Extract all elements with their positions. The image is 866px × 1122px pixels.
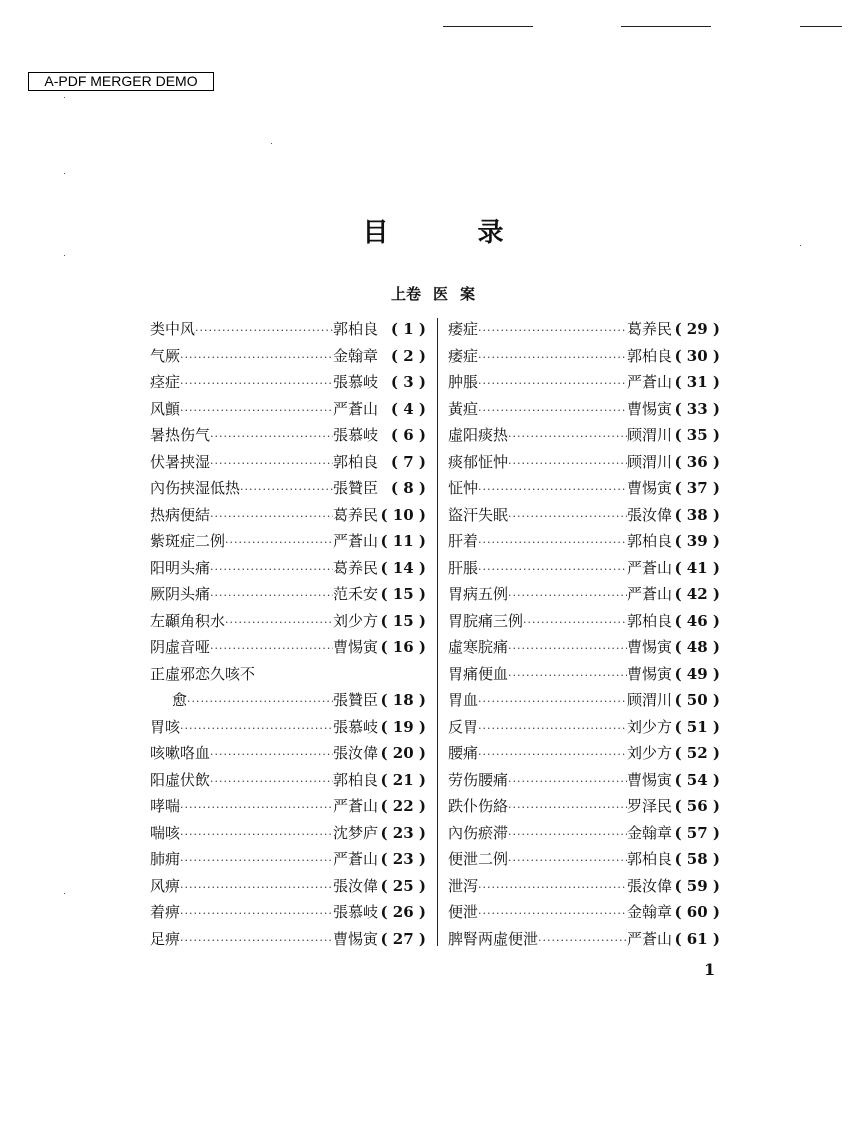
entry-author: 严蒼山	[626, 373, 672, 391]
entry-page: ( 56 )	[674, 797, 720, 815]
entry-title: 热病便結	[150, 505, 211, 524]
toc-entry[interactable]	[448, 740, 720, 767]
dot-leader	[180, 848, 333, 875]
toc-entry[interactable]	[150, 714, 426, 741]
toc-entry[interactable]	[150, 316, 426, 343]
entry-title: 足痹	[150, 929, 181, 948]
toc-entry[interactable]	[448, 687, 720, 714]
dot-leader	[508, 636, 627, 663]
entry-author: 沈梦庐	[332, 823, 378, 842]
dot-leader	[508, 848, 627, 875]
entry-page: ( 1 )	[390, 320, 426, 338]
scan-speck	[64, 97, 65, 98]
entry-title: 喘咳	[150, 823, 181, 842]
toc-entry[interactable]	[448, 634, 720, 661]
entry-author: 張慕岐	[332, 373, 378, 391]
entry-title: 愈	[172, 691, 188, 709]
toc-entry[interactable]	[448, 475, 720, 502]
entry-title: 咳嗽咯血	[150, 744, 211, 762]
entry-title: 厥阴头痛	[150, 585, 211, 603]
entry-title: 胃病五例	[448, 585, 509, 603]
toc-entry[interactable]	[448, 873, 720, 900]
entry-author: 郭柏良	[332, 320, 378, 338]
entry-author: 严蒼山	[332, 399, 378, 418]
dot-leader	[478, 875, 627, 902]
dot-leader	[210, 583, 333, 610]
toc-entry[interactable]	[448, 316, 720, 343]
toc-entry[interactable]	[448, 714, 720, 741]
entry-author: 郭柏良	[626, 532, 672, 550]
toc-entry[interactable]	[448, 899, 720, 926]
toc-entry[interactable]	[448, 846, 720, 873]
entry-author: 曹惕寅	[332, 638, 378, 656]
dot-leader	[508, 424, 627, 451]
entry-author: 罗泽民	[626, 797, 672, 815]
entry-title: 肿脹	[448, 373, 479, 391]
entry-author: 刘少方	[626, 744, 672, 762]
entry-title: 劳伤腰痛	[448, 770, 509, 789]
entry-page: ( 18 )	[380, 691, 426, 709]
dot-leader	[478, 689, 627, 716]
entry-title: 暑热伤气	[150, 426, 211, 444]
entry-page: ( 25 )	[380, 876, 426, 895]
entry-author: 曹惕寅	[626, 479, 672, 497]
entry-author: 顾渭川	[626, 426, 672, 444]
toc-entry[interactable]	[448, 767, 720, 794]
entry-page: ( 29 )	[674, 320, 720, 338]
entry-page: ( 3 )	[390, 373, 426, 391]
entry-author: 張贊臣	[332, 691, 378, 709]
dot-leader	[195, 318, 333, 345]
entry-author: 葛养民	[332, 558, 378, 577]
dot-leader	[210, 557, 333, 584]
entry-page: ( 8 )	[390, 479, 426, 497]
dot-leader	[225, 610, 333, 637]
watermark-label: A-PDF MERGER DEMO	[28, 72, 214, 91]
entry-page: ( 37 )	[674, 479, 720, 497]
entry-title: 脾腎两虛便泄	[448, 929, 539, 948]
toc-entry[interactable]	[448, 555, 720, 582]
entry-author: 郭柏良	[626, 611, 672, 630]
entry-page: ( 61 )	[674, 929, 720, 948]
dot-leader	[478, 398, 627, 425]
toc-entry[interactable]	[150, 926, 426, 953]
dot-leader	[478, 530, 627, 557]
page-title: 目 录	[362, 218, 544, 248]
entry-page: ( 26 )	[380, 903, 426, 921]
entry-title: 风痹	[150, 876, 181, 895]
dot-leader	[508, 504, 627, 531]
entry-title: 肺痈	[150, 850, 181, 868]
toc-entry[interactable]	[150, 634, 426, 661]
entry-title: 气厥	[150, 346, 181, 365]
entry-title: 阳虛伏飲	[150, 770, 211, 789]
entry-author: 葛养民	[626, 320, 672, 338]
entry-title: 阴虛音哑	[150, 638, 211, 656]
entry-author: 严蒼山	[332, 850, 378, 868]
dot-leader	[478, 901, 627, 928]
entry-title: 內伤瘀滞	[448, 823, 509, 842]
entry-title: 着痹	[150, 903, 181, 921]
entry-author: 曹惕寅	[626, 399, 672, 418]
entry-title: 正虛邪恋久咳不	[150, 664, 256, 683]
entry-page: ( 52 )	[674, 744, 720, 762]
entry-title: 便泄二例	[448, 850, 509, 868]
entry-page: ( 48 )	[674, 638, 720, 656]
entry-author: 严蒼山	[626, 585, 672, 603]
toc-entry[interactable]	[150, 820, 426, 847]
dot-leader	[180, 345, 333, 372]
entry-page: ( 7 )	[390, 452, 426, 471]
entry-page: ( 11 )	[380, 532, 426, 550]
scan-speck	[64, 893, 65, 894]
subtitle-volume: 上卷	[390, 285, 421, 303]
entry-page: ( 27 )	[380, 929, 426, 948]
entry-title: 虛寒脘痛	[448, 638, 509, 656]
entry-page: ( 23 )	[380, 823, 426, 842]
entry-page: ( 38 )	[674, 505, 720, 524]
entry-title: 便泄	[448, 903, 479, 921]
entry-page: ( 35 )	[674, 426, 720, 444]
dot-leader	[180, 398, 333, 425]
entry-page: ( 51 )	[674, 717, 720, 736]
toc-entry[interactable]	[150, 369, 426, 396]
entry-author: 严蒼山	[626, 929, 672, 948]
dot-leader	[225, 530, 333, 557]
toc-entry[interactable]	[448, 369, 720, 396]
toc-entry[interactable]	[448, 581, 720, 608]
toc-entry[interactable]	[150, 608, 426, 635]
entry-title: 反胃	[448, 717, 479, 736]
dot-leader	[240, 477, 333, 504]
entry-author: 郭柏良	[332, 452, 378, 471]
toc-entry[interactable]	[448, 502, 720, 529]
entry-title: 肝着	[448, 532, 479, 550]
dot-leader	[180, 795, 333, 822]
entry-title: 痉症	[150, 373, 181, 391]
entry-author: 葛养民	[332, 505, 378, 524]
toc-entry[interactable]	[448, 449, 720, 476]
entry-title: 黃疸	[448, 399, 479, 418]
dot-leader	[210, 769, 333, 796]
dot-leader	[180, 928, 333, 955]
entry-author: 严蒼山	[332, 532, 378, 550]
entry-page: ( 54 )	[674, 770, 720, 789]
entry-title: 胃脘痛三例	[448, 611, 524, 630]
dot-leader	[523, 610, 627, 637]
entry-page: ( 6 )	[390, 426, 426, 444]
scan-line	[443, 26, 533, 27]
dot-leader	[210, 742, 333, 769]
dot-leader	[210, 451, 333, 478]
toc-entry[interactable]	[150, 661, 426, 688]
toc-entry[interactable]	[150, 396, 426, 423]
entry-author: 顾渭川	[626, 691, 672, 709]
entry-page: ( 16 )	[380, 638, 426, 656]
entry-page: ( 19 )	[380, 717, 426, 736]
entry-title: 紫斑症二例	[150, 532, 226, 550]
entry-title: 阳明头痛	[150, 558, 211, 577]
dot-leader	[508, 795, 627, 822]
entry-page: ( 33 )	[674, 399, 720, 418]
entry-title: 怔忡	[448, 479, 479, 497]
entry-page: ( 36 )	[674, 452, 720, 471]
page-number: 1	[704, 960, 716, 979]
entry-page: ( 30 )	[674, 346, 720, 365]
entry-page: ( 39 )	[674, 532, 720, 550]
entry-author: 張慕岐	[332, 903, 378, 921]
entry-title: 泄泻	[448, 876, 479, 895]
dot-leader	[508, 822, 627, 849]
entry-page: ( 10 )	[380, 505, 426, 524]
entry-title: 伏暑挟湿	[150, 452, 211, 471]
toc-entry[interactable]	[448, 608, 720, 635]
entry-page: ( 2 )	[390, 346, 426, 365]
dot-leader	[210, 636, 333, 663]
toc-entry[interactable]	[150, 846, 426, 873]
toc-entry[interactable]	[448, 528, 720, 555]
entry-page: ( 4 )	[390, 399, 426, 418]
scan-line	[621, 26, 711, 27]
subtitle-word: 案	[460, 285, 476, 303]
toc-entry[interactable]	[150, 687, 426, 714]
toc-entry[interactable]	[448, 396, 720, 423]
dot-leader	[478, 345, 627, 372]
toc-entry[interactable]	[150, 475, 426, 502]
entry-author: 刘少方	[626, 717, 672, 736]
entry-page: ( 31 )	[674, 373, 720, 391]
entry-author: 金翰章	[332, 346, 378, 365]
dot-leader	[478, 557, 627, 584]
scan-speck	[64, 255, 65, 256]
entry-title: 胃痛便血	[448, 664, 509, 683]
toc-entry[interactable]	[448, 793, 720, 820]
toc-entry[interactable]	[448, 343, 720, 370]
entry-title: 腰痛	[448, 744, 479, 762]
entry-author: 范禾安	[332, 585, 378, 603]
entry-author: 严蒼山	[626, 558, 672, 577]
toc-entry[interactable]	[448, 422, 720, 449]
entry-page: ( 46 )	[674, 611, 720, 630]
entry-author: 郭柏良	[626, 346, 672, 365]
entry-author: 严蒼山	[332, 797, 378, 815]
entry-author: 郭柏良	[332, 770, 378, 789]
entry-title: 左顳角积水	[150, 611, 226, 630]
scan-line	[800, 26, 842, 27]
entry-title: 哮喘	[150, 797, 181, 815]
entry-page: ( 14 )	[380, 558, 426, 577]
dot-leader	[478, 477, 627, 504]
toc-entry[interactable]	[448, 661, 720, 688]
toc-entry[interactable]	[150, 449, 426, 476]
entry-author: 曹惕寅	[626, 638, 672, 656]
entry-title: 跌仆伤絡	[448, 797, 509, 815]
toc-entry[interactable]	[150, 767, 426, 794]
dot-leader	[508, 769, 627, 796]
entry-author: 金翰章	[626, 903, 672, 921]
dot-leader	[538, 928, 627, 955]
toc-entry[interactable]	[150, 528, 426, 555]
dot-leader	[478, 371, 627, 398]
entry-author: 張汝偉	[332, 744, 378, 762]
entry-title: 盜汗失眠	[448, 505, 509, 524]
entry-page: ( 21 )	[380, 770, 426, 789]
dot-leader	[187, 689, 333, 716]
entry-title: 风顫	[150, 399, 181, 418]
entry-page: ( 23 )	[380, 850, 426, 868]
entry-author: 曹惕寅	[332, 929, 378, 948]
toc-left-column	[150, 316, 426, 952]
entry-title: 痿症	[448, 320, 479, 338]
entry-page: ( 60 )	[674, 903, 720, 921]
entry-page: ( 22 )	[380, 797, 426, 815]
entry-page: ( 50 )	[674, 691, 720, 709]
scan-speck	[271, 143, 272, 144]
entry-page: ( 15 )	[380, 611, 426, 630]
entry-title: 痰郁怔忡	[448, 452, 509, 471]
scan-speck	[64, 173, 65, 174]
entry-title: 虛阳痰热	[448, 426, 509, 444]
entry-author: 張慕岐	[332, 426, 378, 444]
entry-author: 張汝偉	[626, 876, 672, 895]
entry-page: ( 57 )	[674, 823, 720, 842]
section-subtitle	[0, 283, 866, 304]
dot-leader	[210, 424, 333, 451]
entry-page: ( 42 )	[674, 585, 720, 603]
dot-leader	[210, 504, 333, 531]
entry-title: 痿症	[448, 346, 479, 365]
toc-entry[interactable]	[150, 502, 426, 529]
entry-author: 曹惕寅	[626, 770, 672, 789]
toc-entry[interactable]	[150, 899, 426, 926]
dot-leader	[508, 451, 627, 478]
entry-page: ( 59 )	[674, 876, 720, 895]
entry-page: ( 41 )	[674, 558, 720, 577]
dot-leader	[180, 875, 333, 902]
dot-leader	[180, 822, 333, 849]
entry-page: ( 20 )	[380, 744, 426, 762]
entry-author: 金翰章	[626, 823, 672, 842]
toc-entry[interactable]	[448, 820, 720, 847]
dot-leader	[180, 716, 333, 743]
subtitle-word: 医	[432, 285, 448, 303]
entry-author: 張汝偉	[626, 505, 672, 524]
toc-entry[interactable]	[150, 581, 426, 608]
entry-author: 張慕岐	[332, 717, 378, 736]
toc-entry[interactable]	[150, 343, 426, 370]
toc-right-column	[448, 316, 720, 952]
entry-title: 胃血	[448, 691, 479, 709]
dot-leader	[508, 583, 627, 610]
dot-leader	[478, 318, 627, 345]
column-divider	[437, 318, 438, 946]
dot-leader	[478, 716, 627, 743]
entry-page: ( 49 )	[674, 664, 720, 683]
toc-entry[interactable]	[150, 422, 426, 449]
entry-page: ( 15 )	[380, 585, 426, 603]
entry-page: ( 58 )	[674, 850, 720, 868]
toc-entry[interactable]	[150, 873, 426, 900]
entry-title: 类中风	[150, 320, 196, 338]
dot-leader	[508, 663, 627, 690]
entry-author: 顾渭川	[626, 452, 672, 471]
dot-leader	[478, 742, 627, 769]
dot-leader	[180, 901, 333, 928]
entry-title: 肝脹	[448, 558, 479, 577]
dot-leader	[180, 371, 333, 398]
entry-author: 刘少方	[332, 611, 378, 630]
toc-entry[interactable]	[448, 926, 720, 953]
toc-entry[interactable]	[150, 555, 426, 582]
entry-author: 郭柏良	[626, 850, 672, 868]
entry-title: 內伤挟湿低热	[150, 479, 241, 497]
toc-entry[interactable]	[150, 793, 426, 820]
entry-author: 張汝偉	[332, 876, 378, 895]
entry-author: 曹惕寅	[626, 664, 672, 683]
entry-title: 胃咳	[150, 717, 181, 736]
toc-entry[interactable]	[150, 740, 426, 767]
entry-author: 張贊臣	[332, 479, 378, 497]
